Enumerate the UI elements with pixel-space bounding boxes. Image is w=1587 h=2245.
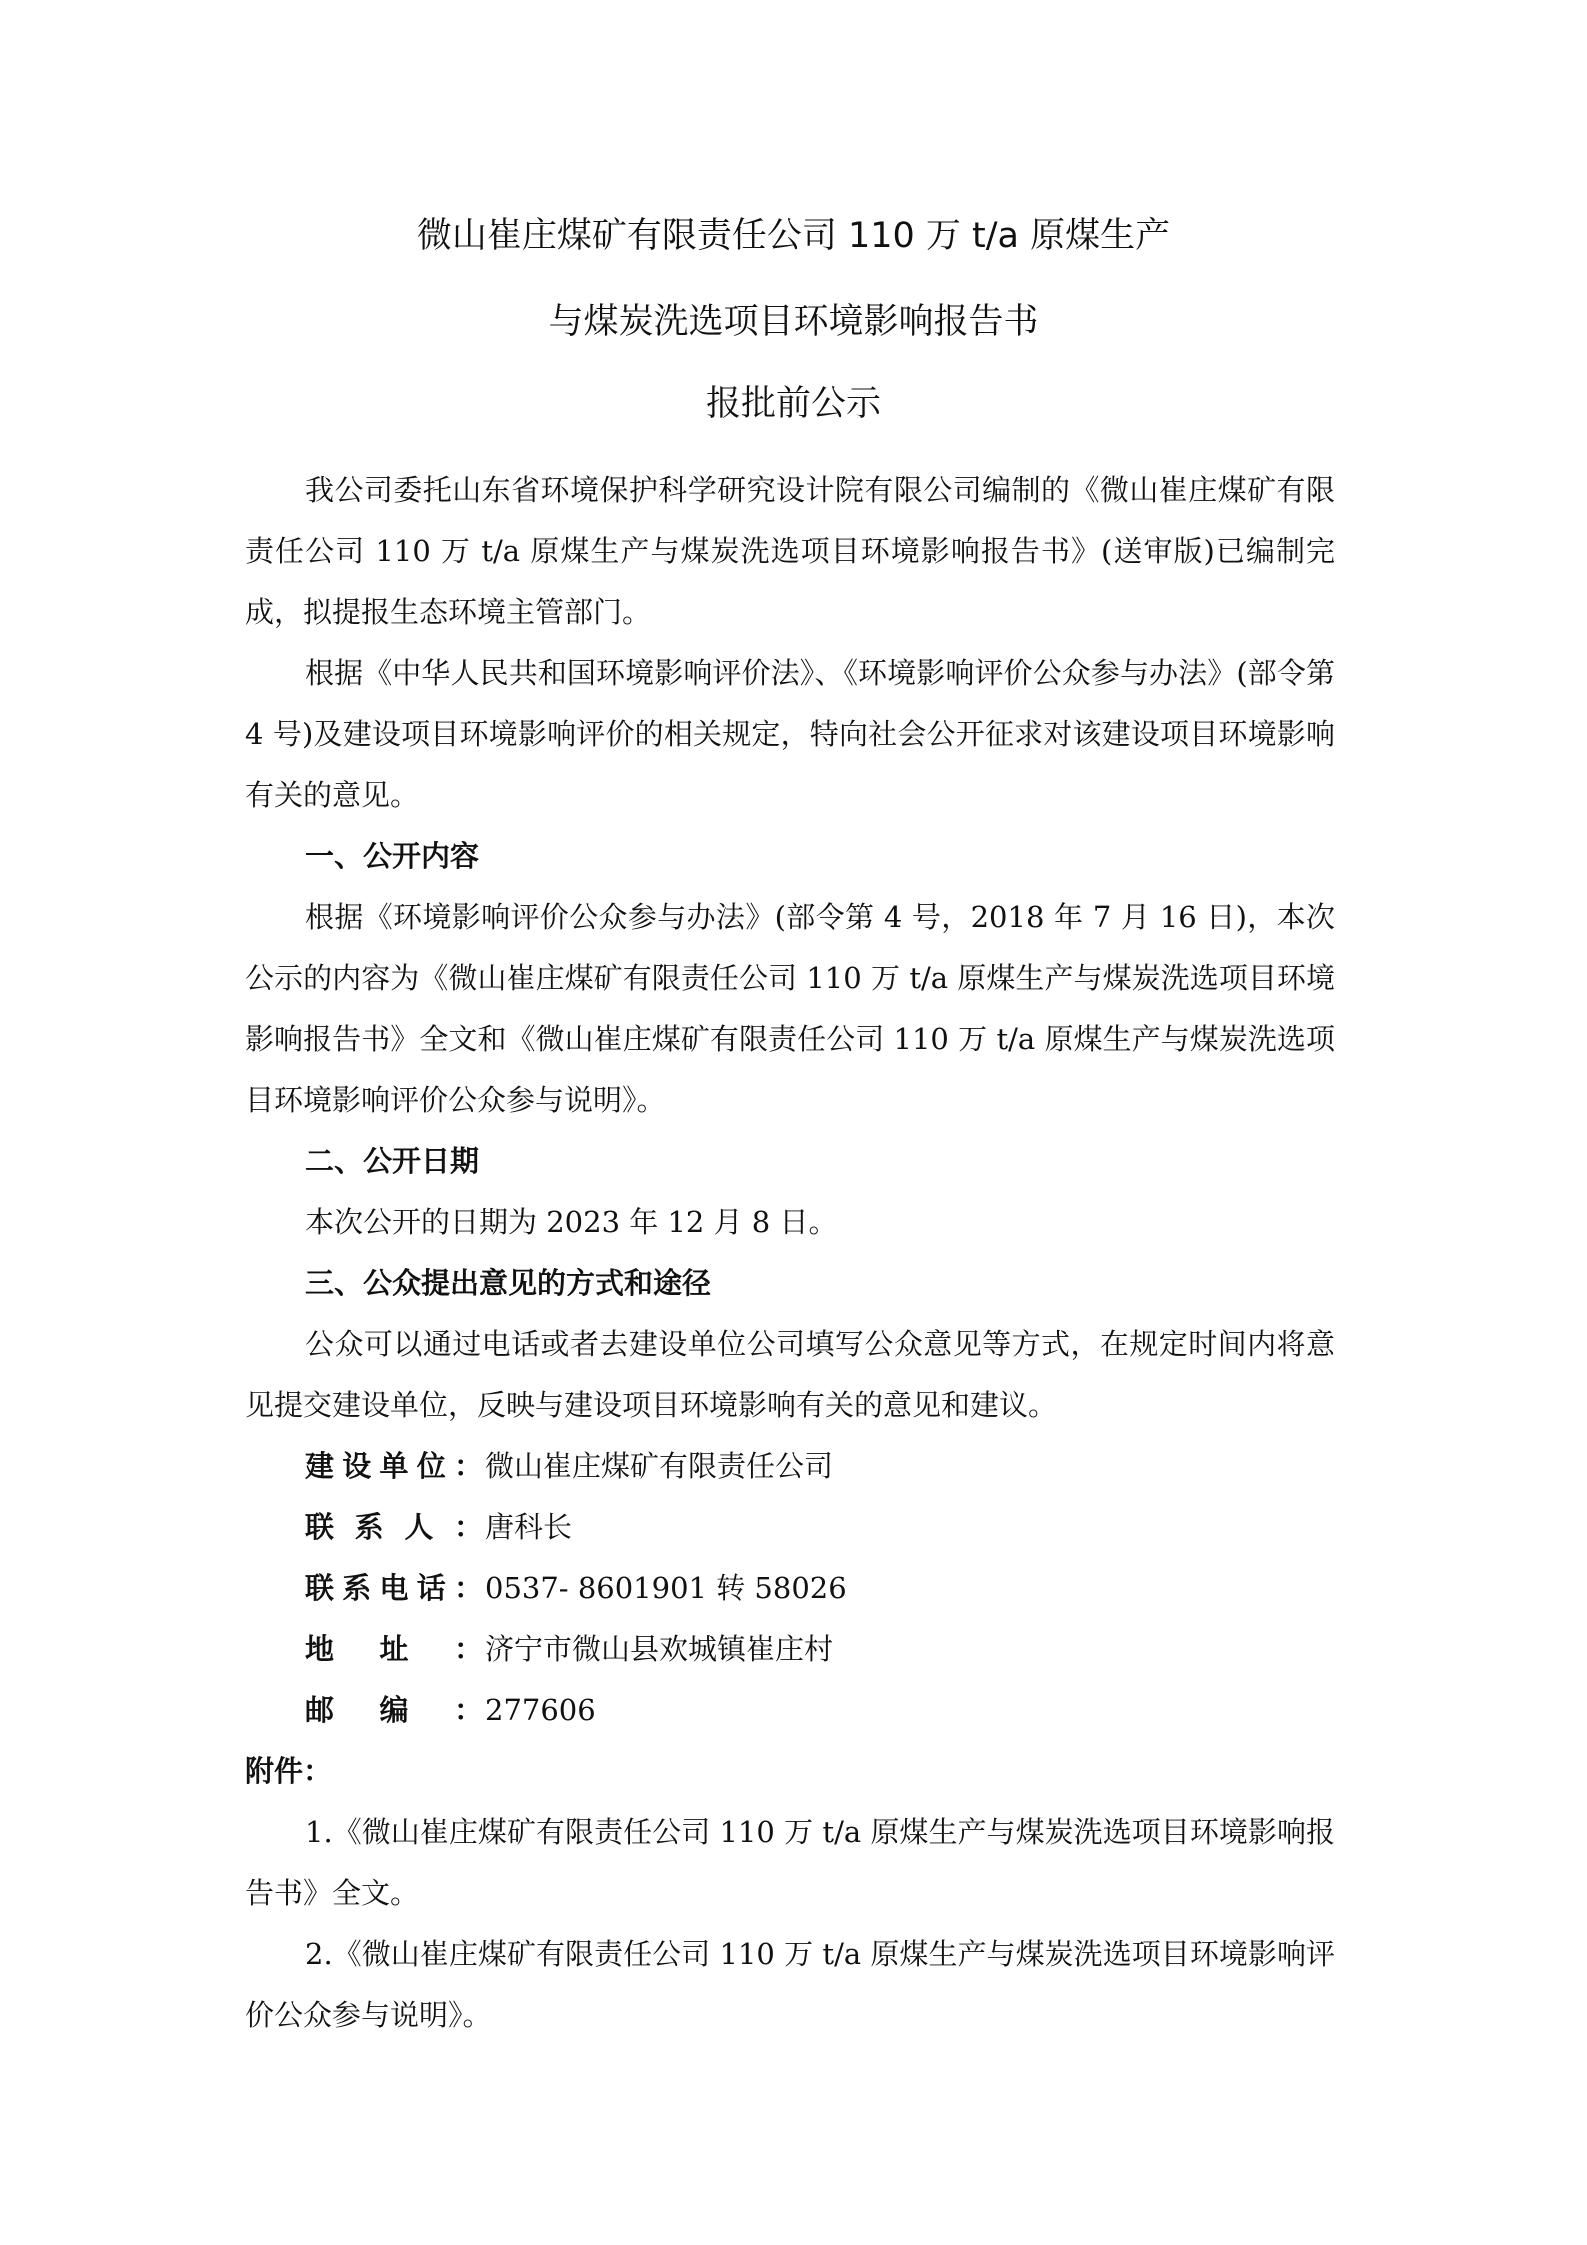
contact-list (245, 1436, 1335, 1741)
intro-paragraph-2: 根据《中华人民共和国环境影响评价法》、《环境影响评价公众参与办法》(部令第 4 号)及建设项目环境影响评价的相关规定，特向社会公开征求对该建设项目环境影响有关的意见。 (245, 656, 1335, 812)
attachments-heading: 附件： (245, 1754, 333, 1788)
section-1-heading: 一、公开内容 (305, 839, 480, 873)
contact-row-address (245, 1619, 1335, 1680)
section-2-text: 本次公开的日期为 2023 年 12 月 8 日。 (305, 1205, 838, 1239)
section-1-text: 根据《环境影响评价公众参与办法》(部令第 4 号，2018 年 7 月 16 日)，本次公示的内容为《微山崔庄煤矿有限责任公司 110 万 t/a 原煤生产与煤炭洗选项目环境影响报告书》全文和《微山崔庄煤矿有限责任公司 110 万 t/a 原煤生产与煤炭洗选项目环境影响评价公众参与说明》。 (245, 900, 1335, 1117)
attachment-item-2: 2.《微山崔庄煤矿有限责任公司 110 万 t/a 原煤生产与煤炭洗选项目环境影响评价公众参与说明》。 (245, 1937, 1335, 2032)
section-3-text: 公众可以通过电话或者去建设单位公司填写公众意见等方式，在规定时间内将意见提交建设单位，反映与建设项目环境影响有关的意见和建议。 (245, 1327, 1335, 1422)
contact-value-phone: 0537- 8601901 转 58026 (485, 1571, 847, 1605)
contact-label: 建 设 单 位 ： (305, 1449, 483, 1483)
contact-value-person: 唐科长 (485, 1510, 573, 1544)
document-body (245, 460, 1335, 2046)
contact-row-person (245, 1497, 1335, 1558)
section-3-heading: 三、公众提出意见的方式和途径 (305, 1266, 712, 1300)
contact-label: 邮 编 ： (305, 1693, 483, 1727)
section-2-heading: 二、公开日期 (305, 1144, 480, 1178)
title-line-2: 与煤炭洗选项目环境影响报告书 (548, 302, 1039, 342)
contact-label: 联 系 人 ： (305, 1510, 483, 1544)
contact-row-phone (245, 1558, 1335, 1619)
contact-row-postcode (245, 1680, 1335, 1741)
contact-value-postcode: 277606 (485, 1693, 596, 1727)
title-line-3: 报批前公示 (705, 384, 881, 424)
attachment-item-1: 1.《微山崔庄煤矿有限责任公司 110 万 t/a 原煤生产与煤炭洗选项目环境影响报告书》全文。 (245, 1815, 1335, 1910)
contact-label: 地 址 ： (305, 1632, 483, 1666)
title-line-1: 微山崔庄煤矿有限责任公司 110 万 t/a 原煤生产 (416, 216, 1171, 256)
contact-value-unit: 微山崔庄煤矿有限责任公司 (485, 1449, 834, 1483)
contact-value-address: 济宁市微山县欢城镇崔庄村 (485, 1632, 834, 1666)
contact-label: 联 系 电 话 ： (305, 1571, 483, 1605)
intro-paragraph-1: 我公司委托山东省环境保护科学研究设计院有限公司编制的《微山崔庄煤矿有限责任公司 110 万 t/a 原煤生产与煤炭洗选项目环境影响报告书》(送审版)已编制完成，拟提报生态环境主管部门。 (245, 473, 1335, 629)
contact-row-unit (245, 1436, 1335, 1497)
